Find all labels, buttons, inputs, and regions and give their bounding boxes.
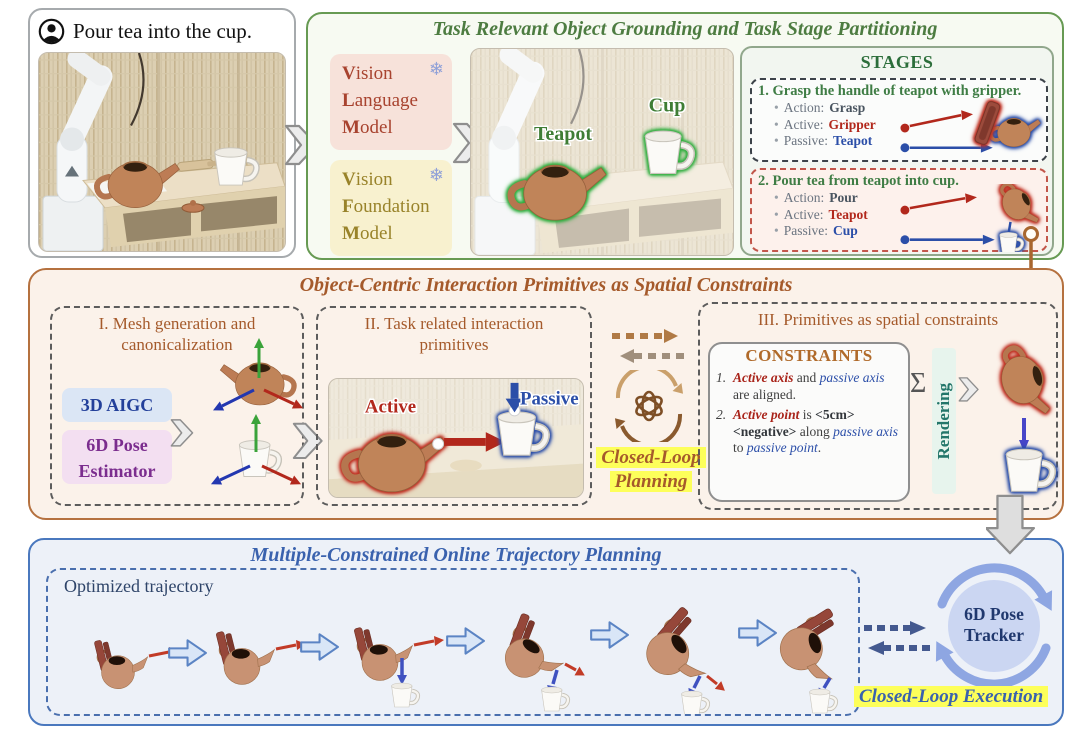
- passive-label: Passive: [519, 388, 579, 410]
- query-header: [38, 14, 286, 48]
- cup-label: Cup: [648, 94, 686, 117]
- primitives-section: [28, 268, 1064, 520]
- scene-photo: [38, 52, 286, 252]
- trajectory-frames: [50, 574, 856, 714]
- user-icon: [38, 18, 65, 45]
- flow-arrow-right-icon: [170, 418, 200, 454]
- canonical-objects: [198, 336, 304, 504]
- flow-arrow-right-icon: [958, 376, 986, 410]
- teapot-mini: [991, 119, 1041, 147]
- grounding-section: [306, 12, 1064, 260]
- task-query-card: [28, 8, 296, 258]
- closed-loop-execution-label: Closed-Loop Execution: [854, 686, 1048, 708]
- interaction-primitives-box: [316, 306, 592, 506]
- box2-title-line2: primitives: [419, 335, 489, 354]
- mesh-generation-box: [50, 306, 304, 506]
- stage-2-card: 2. Pour tea from teapot into cup. • Action: Pour • Active: Teapot • Passive: Cup: [750, 168, 1048, 252]
- spatial-constraints-box: [698, 302, 1058, 510]
- active-label: Active: [364, 396, 417, 418]
- box2-title-line1: II. Task related interaction: [364, 314, 544, 333]
- trajectory-section: [28, 538, 1064, 726]
- pose-estimator-badge: 6D Pose Estimator: [62, 430, 172, 484]
- trajectory-title: Multiple-Constrained Online Trajectory Planning: [250, 544, 662, 566]
- stage-1-card: 1. Grasp the handle of teapot with gripper. • Action: Grasp • Active: Gripper • Passive: Teapot: [750, 78, 1048, 162]
- aigc-badge: 3D AIGC: [62, 388, 172, 422]
- primitives-title: Object-Centric Interaction Primitives as Spatial Constraints: [299, 274, 793, 296]
- constraints-card: [708, 342, 910, 502]
- task-instruction: Pour tea into the cup.: [73, 18, 253, 43]
- snowflake-icon: ❄: [428, 59, 444, 79]
- llm-logo-icon: [608, 370, 690, 442]
- box1-title-line2: canonicalization: [121, 335, 233, 354]
- constraint-2: 2. Active point is <5cm> <negative> along passive axis to passive point.: [716, 407, 898, 455]
- active-passive-photo: [328, 378, 584, 498]
- flow-arrow-down-icon: [986, 494, 1036, 556]
- grounded-scene-photo: [470, 48, 734, 256]
- vision-language-model-box: ❄ Vision Language Model: [330, 54, 452, 150]
- loop-arrows-icon: [608, 326, 692, 368]
- constraint-1: 1. Active axis and passive axis are aligned.: [716, 370, 885, 402]
- constraints-title: CONSTRAINTS: [745, 346, 873, 365]
- sum-icon: Σ: [910, 368, 927, 399]
- stage-1-heading: 1. Grasp the handle of teapot with gripper.: [758, 83, 1022, 99]
- stage-1-illustration: [898, 98, 1048, 160]
- vision-foundation-model-box: ❄ Vision Foundation Model: [330, 160, 452, 256]
- stages-panel: [740, 46, 1054, 256]
- optimized-trajectory-box: [46, 568, 860, 716]
- box3-title: III. Primitives as spatial constraints: [757, 310, 999, 329]
- optimized-trajectory-label: Optimized trajectory: [64, 576, 214, 596]
- closed-loop-planning-label: Closed-Loop Planning: [586, 446, 716, 494]
- pose-tracker-label: 6D Pose Tracker: [964, 604, 1024, 645]
- rendering-label: Rendering: [934, 382, 953, 460]
- rendering-strip: [932, 348, 956, 494]
- grounding-title: Task Relevant Object Grounding and Task Stage Partitioning: [432, 18, 938, 40]
- rendered-pour-image: [988, 338, 1060, 508]
- stages-title: STAGES: [860, 52, 934, 72]
- snowflake-icon: ❄: [428, 165, 444, 185]
- box1-title-line1: I. Mesh generation and: [98, 314, 256, 333]
- teapot-label: Teapot: [533, 122, 593, 145]
- stage-2-heading: 2. Pour tea from teapot into cup.: [758, 173, 959, 189]
